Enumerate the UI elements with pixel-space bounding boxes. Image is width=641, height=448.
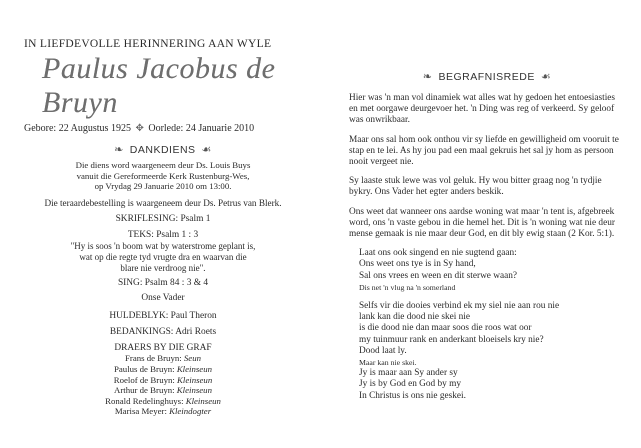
skriflesing: SKRIFLESING: Psalm 1 (115, 214, 211, 225)
quote-line: blare nie verdroog nie". (120, 262, 206, 273)
eulogy-paragraph: Hier was 'n man vol dinamiek wat alles wat hy gedoen het entoesiasties en met oorgawe deurgevoer het. 'n Ding was reg of verkeerd. Sy geloof was onwrikbaar. (349, 93, 616, 126)
service-info (16, 160, 310, 192)
poem-line: In Christus is ons nie geskei. (359, 390, 466, 401)
poem-line: Dis net 'n vlug na 'n somerland (359, 282, 456, 292)
poem-line: Jy is by God en God by my (359, 379, 462, 390)
eulogy-paragraph: Ons weet dat wanneer ons aardse woning wat maar 'n tent is, afgebreek word, ons 'n vaste gebou in die hemel het. Dit is 'n woning wat nie deur mense gemaak is nie maar deur God, en dit bly ewig staan (2 Kor. 5:1). (349, 206, 615, 240)
service-line: Die diens word waargeneem deur Ds. Louis Buys (75, 160, 251, 170)
bedankings: BEDANKINGS: Adri Roets (109, 327, 217, 338)
poem-line: lank kan die dood nie skei nie (359, 312, 471, 323)
poem-line: Dood laat ly. (359, 345, 407, 356)
death-date: Oorlede: 24 Januarie 2010 (148, 123, 255, 134)
service-line: op Vrydag 29 Januarie 2010 om 13:00. (94, 181, 232, 192)
dankdiens-title: DANKDIENS (129, 143, 196, 156)
eulogy-paragraph: Sy laaste stuk lewe was vol geluk. Hy wou bitter graag nog 'n tydjie bykry. Ons Vader het egter anders beskik. (349, 176, 602, 198)
poem-line: Sal ons vrees en ween en dit sterwe waan? (359, 270, 517, 281)
poem-line: Maar kan nie skei. (359, 358, 417, 368)
draers-title: DRAERS BY DIE GRAF (114, 343, 212, 354)
birth-date: Gebore: 22 Augustus 1925 (24, 123, 131, 134)
quote-line: wat op die regte tyd vrugte dra en waarvan die (79, 251, 247, 262)
list-item: Ronald Redelinghuys: Kleinseun (105, 395, 221, 406)
sing: SING: Psalm 84 : 3 & 4 (117, 278, 209, 289)
list-item: Marisa Meyer: Kleindogter (114, 406, 212, 417)
teks: TEKS: Psalm 1 : 3 (127, 230, 199, 241)
life-dates (24, 123, 310, 134)
list-item: Roelof de Bruyn: Kleinseun (113, 374, 213, 385)
onse-vader: Onse Vader (141, 293, 185, 304)
left-column (16, 38, 310, 417)
ornament-left-icon: ❧ (422, 71, 433, 83)
list-item: Arthur de Bruyn: Kleinseun (114, 385, 212, 396)
draers-list (16, 353, 310, 417)
poem-verse-2 (359, 301, 625, 402)
poem-line: Ons weet ons tye is in Sy hand, (359, 259, 476, 270)
begrafnisrede-heading (349, 70, 625, 83)
list-item: Frans de Bruyn: Seun (125, 353, 201, 364)
deceased-name: Paulus Jacobus de Bruyn (42, 52, 276, 119)
scripture-quote (16, 241, 310, 273)
dates-separator-ornament: ✥ (135, 123, 144, 134)
dankdiens-heading (16, 143, 310, 156)
poem-verse-1 (359, 248, 625, 293)
right-column (349, 70, 625, 410)
ornament-left-icon: ❧ (114, 144, 124, 156)
burial-note: Die teraardebestelling is waargeneem deur Ds. Petrus van Blerk. (44, 197, 282, 208)
eulogy-paragraph: Maar ons sal hom ook onthou vir sy liefde en gewilligheid om vooruit te stap en te lei. As hy jou pad een maal gekruis het sal jy hom as persoon nooit vergeet nie. (349, 134, 619, 168)
ornament-right-icon: ☙ (540, 71, 552, 83)
huldeblyk: HULDEBLYK: Paul Theron (109, 311, 217, 322)
ornament-right-icon: ☙ (201, 144, 212, 156)
list-item: Paulus de Bruyn: Kleinseun (114, 363, 212, 374)
memorial-heading: IN LIEFDEVOLLE HERINNERING AAN WYLE (24, 38, 272, 50)
poem-line: is die dood nie dan maar soos die roos wat oor (359, 323, 532, 334)
poem-line: Laat ons ook singend en nie sugtend gaan: (359, 248, 517, 259)
quote-line: "Hy is soos 'n boom wat by waterstrome geplant is, (70, 241, 256, 252)
poem-line: Jy is maar aan Sy ander sy (359, 368, 458, 379)
service-line: vanuit die Gereformeerde Kerk Rustenburg-Wes, (76, 170, 250, 181)
poem-line: my tuinmuur rank en anderkant bloeisels kry nie? (359, 334, 544, 345)
poem-line: Selfs vir die dooies verbind ek my siel nie aan rou nie (359, 301, 560, 312)
begrafnisrede-title: BEGRAFNISREDE (438, 70, 535, 83)
